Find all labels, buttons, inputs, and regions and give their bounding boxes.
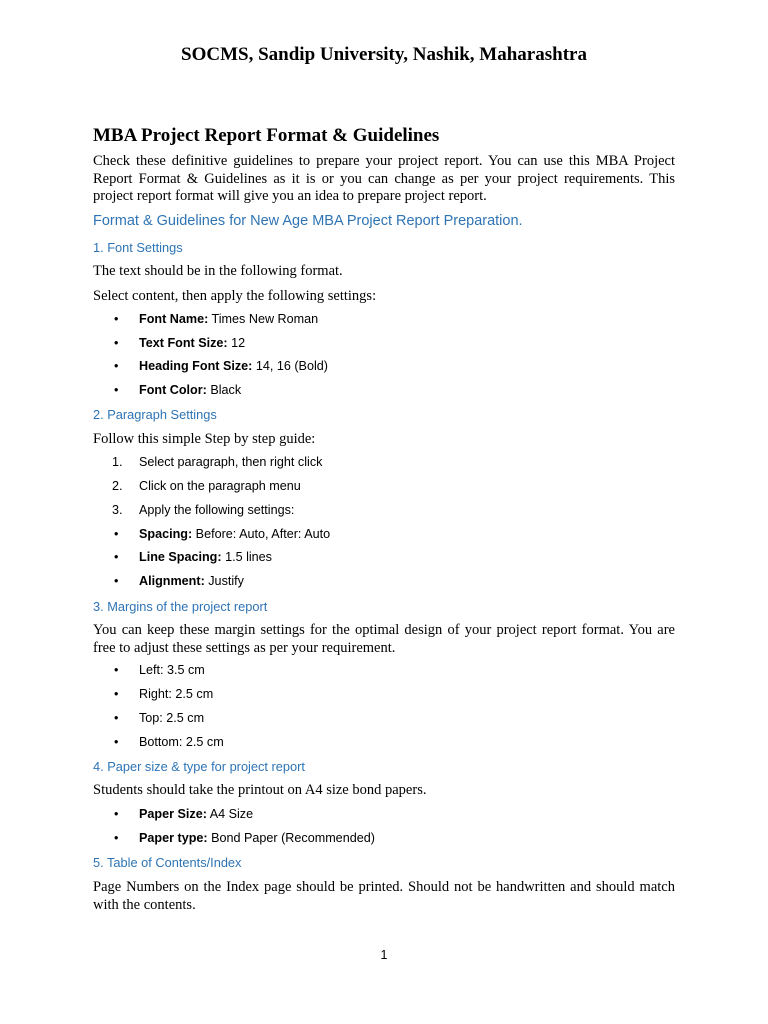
bullet-icon: • xyxy=(114,711,119,725)
bullet-icon: • xyxy=(114,550,119,564)
item-text: Top: 2.5 cm xyxy=(139,711,205,725)
item-label: Heading Font Size: xyxy=(139,359,253,373)
bullet-icon: • xyxy=(114,336,119,350)
font-line-2: Select content, then apply the following settings: xyxy=(93,288,377,304)
bullet-icon: • xyxy=(114,359,119,373)
item-label: Font Name: xyxy=(139,312,209,326)
bullet-icon: • xyxy=(114,831,119,845)
section-paper-heading: 4. Paper size & type for project report xyxy=(93,759,305,774)
list-item xyxy=(112,479,301,493)
page-number: 1 xyxy=(380,948,388,962)
bullet-icon: • xyxy=(114,807,119,821)
paragraph-line-1: Follow this simple Step by step guide: xyxy=(93,431,316,447)
list-item xyxy=(112,383,241,397)
item-text: Right: 2.5 cm xyxy=(139,687,214,701)
item-label: Paper Size: xyxy=(139,807,207,821)
item-text: Left: 3.5 cm xyxy=(139,663,205,677)
section-font-heading: 1. Font Settings xyxy=(93,240,183,255)
list-item xyxy=(112,574,244,588)
item-text: Bottom: 2.5 cm xyxy=(139,735,224,749)
item-label: Font Color: xyxy=(139,383,207,397)
section-margins-heading: 3. Margins of the project report xyxy=(93,599,268,614)
bullet-icon: • xyxy=(114,527,119,541)
list-item xyxy=(112,663,205,677)
item-label: Alignment: xyxy=(139,574,205,588)
bullet-icon: • xyxy=(114,383,119,397)
item-label: Text Font Size: xyxy=(139,336,228,350)
list-item xyxy=(112,336,245,350)
margins-paragraph: You can keep these margin settings for the optimal design of your project report format. You are free to adjust these settings as per your requirement. xyxy=(93,622,675,656)
step-text: Select paragraph, then right click xyxy=(139,455,323,469)
bullet-icon: • xyxy=(114,687,119,701)
step-text: Click on the paragraph menu xyxy=(139,479,301,493)
bullet-icon: • xyxy=(114,735,119,749)
item-value: Times New Roman xyxy=(208,312,319,326)
section-toc-heading: 5. Table of Contents/Index xyxy=(93,855,242,870)
intro-paragraph: Check these definitive guidelines to prepare your project report. You can use this MBA Project Report Format & Guidelines as it is or you can change as per your project requirements. This project report format will give you an idea to prepare project report. xyxy=(93,153,675,204)
header-title: SOCMS, Sandip University, Nashik, Maharashtra xyxy=(181,44,587,65)
section-paragraph-heading: 2. Paragraph Settings xyxy=(93,407,217,422)
item-value: 14, 16 (Bold) xyxy=(252,359,328,373)
bullet-icon: • xyxy=(114,574,119,588)
item-value: 12 xyxy=(227,336,246,350)
step-text: Apply the following settings: xyxy=(139,503,295,517)
step-number: 3. xyxy=(112,503,123,517)
item-label: Line Spacing: xyxy=(139,550,222,564)
item-value: Justify xyxy=(204,574,244,588)
list-item xyxy=(112,527,330,541)
list-item xyxy=(112,735,224,749)
step-number: 1. xyxy=(112,455,123,469)
step-number: 2. xyxy=(112,479,123,493)
list-item xyxy=(112,807,253,821)
list-item xyxy=(112,455,322,469)
list-item xyxy=(112,831,375,845)
toc-paragraph: Page Numbers on the Index page should be printed. Should not be handwritten and should match with the contents. xyxy=(93,879,675,913)
list-item xyxy=(112,312,318,326)
item-value: Before: Auto, After: Auto xyxy=(192,527,331,541)
list-item xyxy=(112,359,328,373)
item-value: Black xyxy=(206,383,242,397)
document-subtitle: Format & Guidelines for New Age MBA Project Report Preparation. xyxy=(93,213,523,229)
list-item xyxy=(112,687,213,701)
document-title: MBA Project Report Format & Guidelines xyxy=(93,125,440,146)
item-value: Bond Paper (Recommended) xyxy=(207,831,375,845)
bullet-icon: • xyxy=(114,312,119,326)
item-label: Paper type: xyxy=(139,831,208,845)
list-item xyxy=(112,503,294,517)
item-label: Spacing: xyxy=(139,527,193,541)
item-value: A4 Size xyxy=(206,807,254,821)
list-item xyxy=(112,711,204,725)
item-value: 1.5 lines xyxy=(221,550,272,564)
bullet-icon: • xyxy=(114,663,119,677)
paper-line-1: Students should take the printout on A4 size bond papers. xyxy=(93,782,427,798)
font-line-1: The text should be in the following format. xyxy=(93,263,343,279)
list-item xyxy=(112,550,272,564)
